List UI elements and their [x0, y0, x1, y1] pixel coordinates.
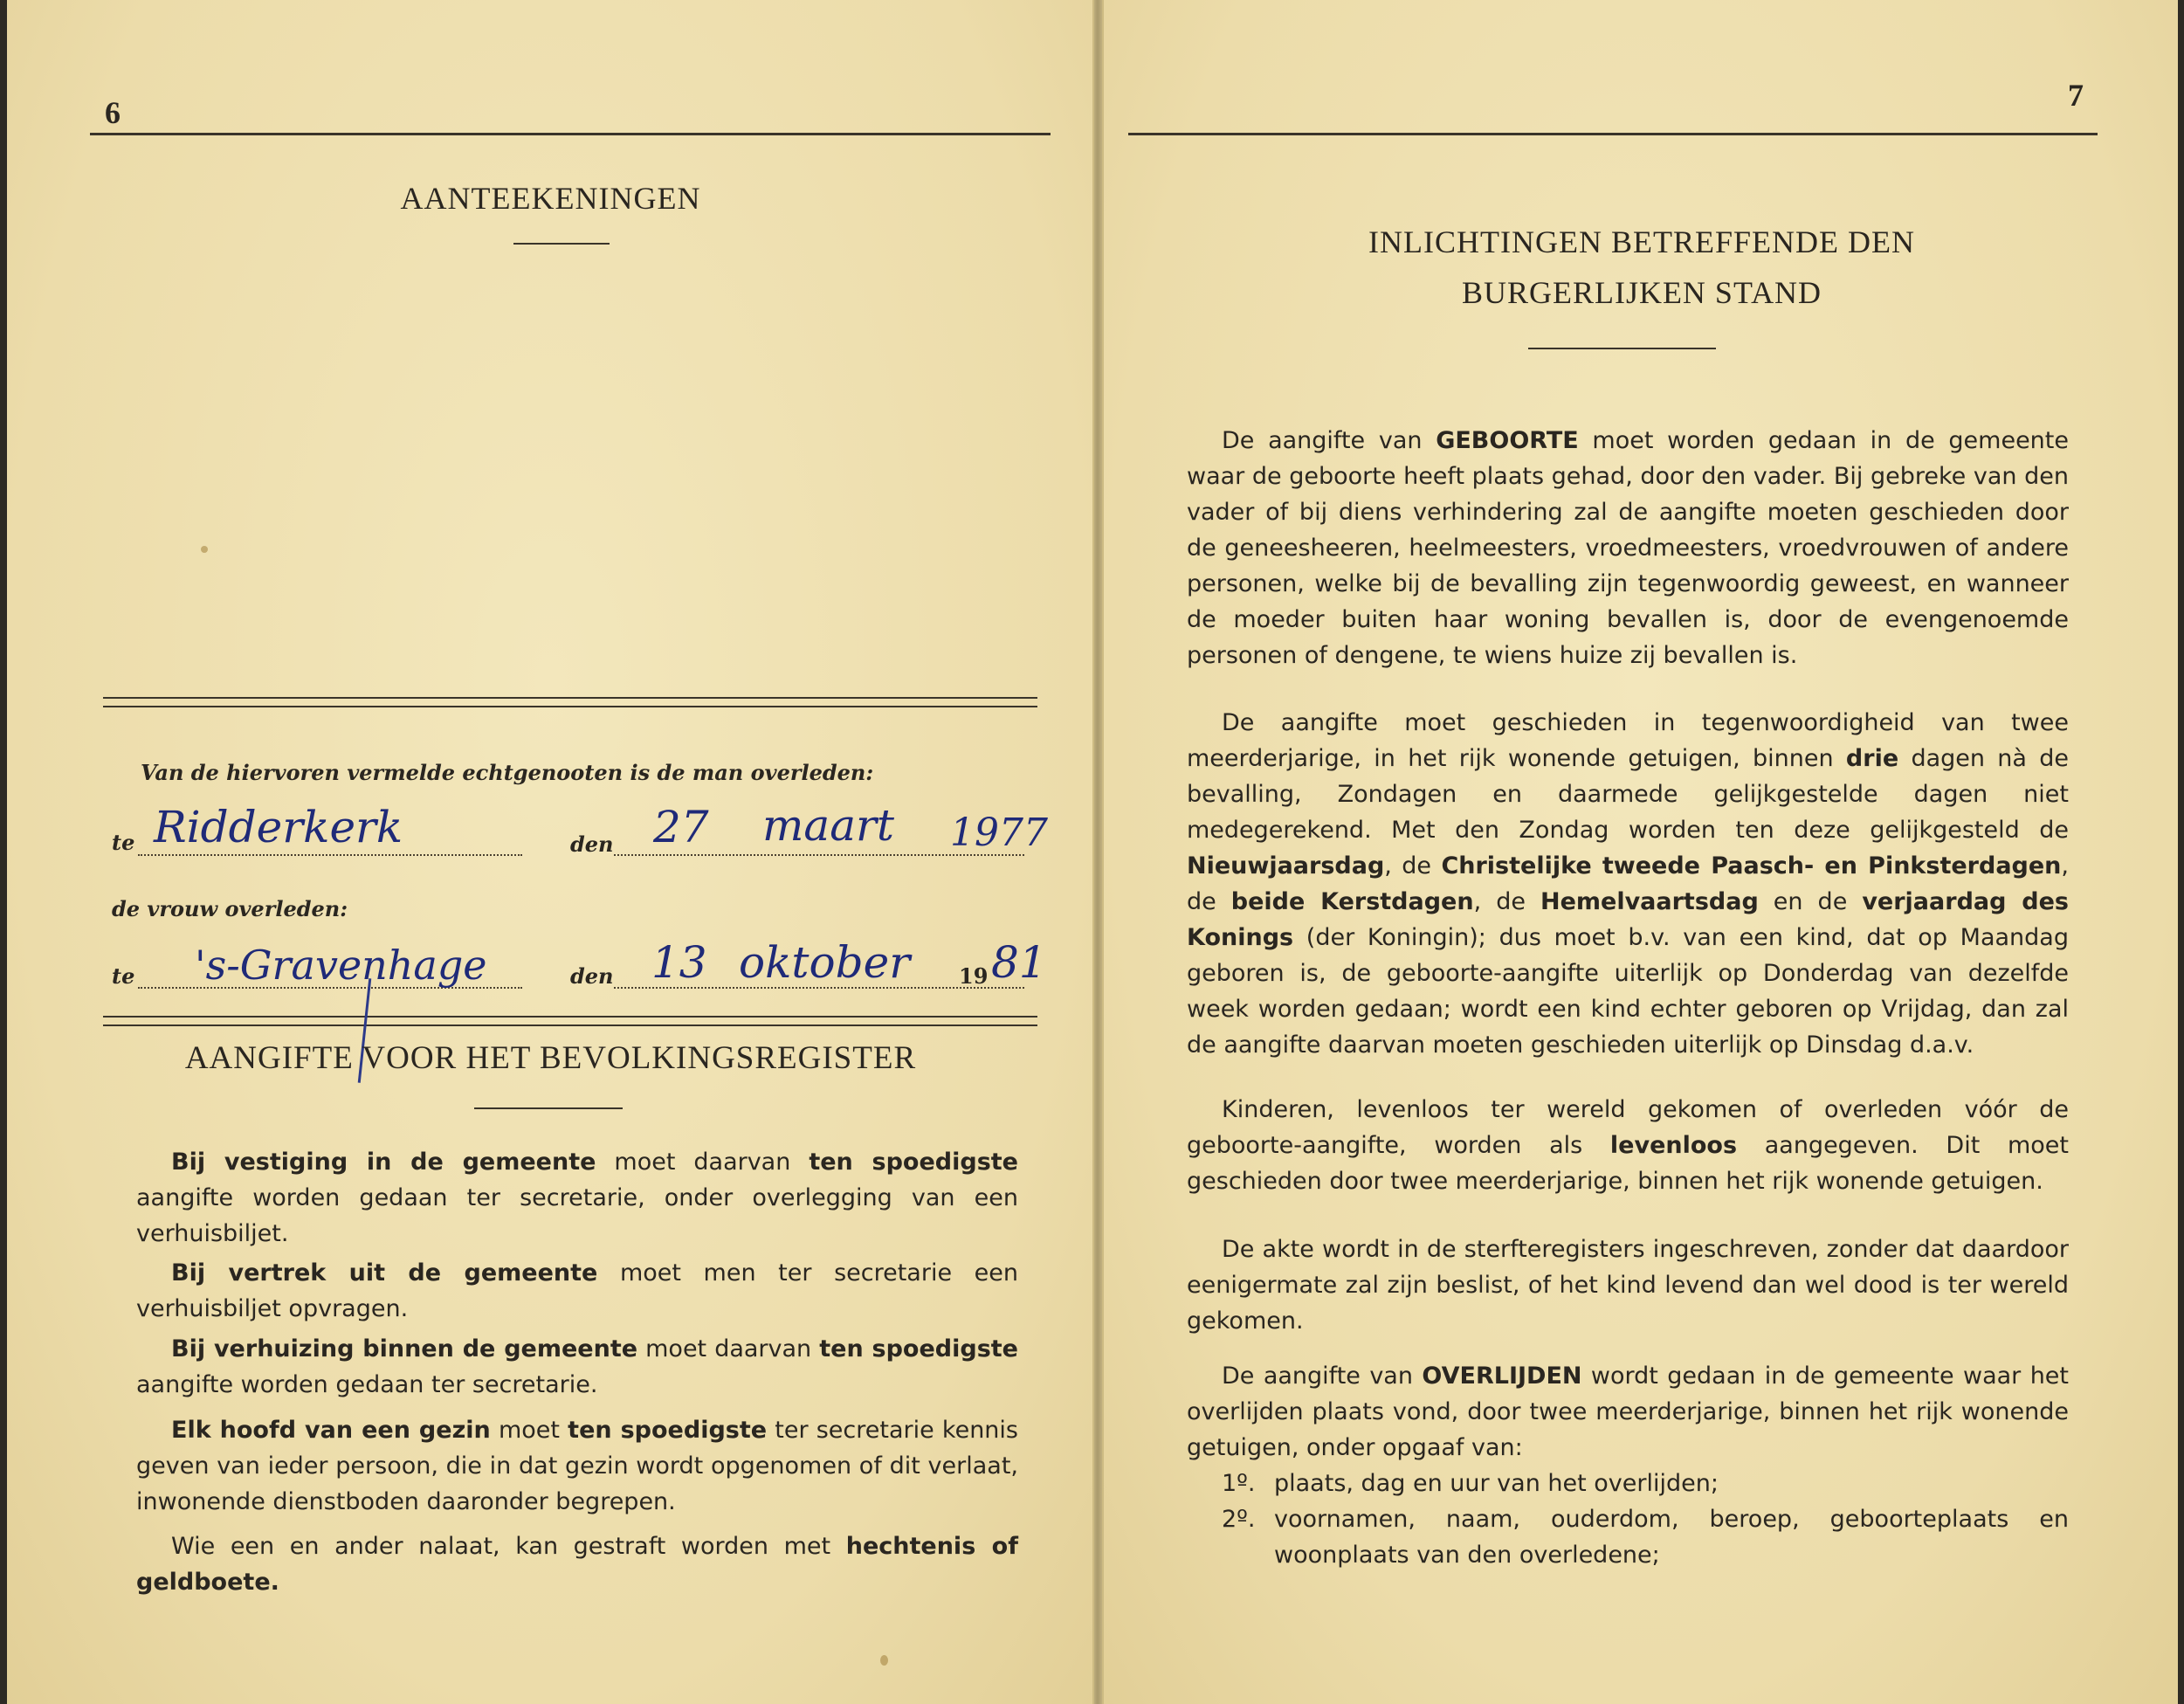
woman-label: de vrouw overleden:	[112, 896, 348, 921]
p2-mid: moet men ter secretarie een verhuisbiljet opvragen.	[136, 1259, 1018, 1322]
list-item-1: plaats, dag en uur van het overlijden;	[1274, 1470, 1719, 1497]
wit-nieuwjaarsdag: Nieuwjaarsdag	[1187, 852, 1385, 880]
p4-bold2: ten spoedigste	[568, 1417, 768, 1444]
p2-bold: Bij vertrek uit de gemeente	[171, 1259, 598, 1287]
stillborn-keyword: levenloos	[1609, 1132, 1738, 1159]
header-rule-left	[90, 133, 1051, 135]
man-place-line	[138, 854, 522, 856]
list-item-2: voornamen, naam, ouderdom, beroep, geboorteplaats en woonplaats van den overledene;	[1274, 1506, 2069, 1569]
register-heading-rule	[474, 1107, 623, 1109]
p1-mid: moet daarvan	[596, 1149, 810, 1176]
section-double-rule	[103, 697, 1037, 707]
wit-i: , de	[1473, 888, 1540, 915]
header-rule-right	[1128, 133, 2098, 135]
birth-text-c: moet worden gedaan in de gemeente waar de geboorte heeft plaats gehad, door den vader. Bij gebreke van den vader of bij diens verhindering zal de aangifte moeten geschieden door de geneesheeren, heelmeesters, vroedmeesters, vroedvrouwen of andere personen, welke bij de bevalling zijn tegenwoordig geweest, en wanneer de moeder buiten haar woning bevallen is, door de evengenoemde personen of dengene, te wiens huize zij bevallen is.	[1187, 427, 2069, 669]
stillborn-paragraph	[1187, 1092, 2069, 1199]
death-keyword: OVERLIJDEN	[1422, 1363, 1582, 1390]
man-den-label: den	[570, 831, 614, 857]
p3-bold: Bij verhuizing binnen de gemeente	[171, 1335, 638, 1363]
p5-bold2: hechtenis of geldboete.	[136, 1533, 1018, 1596]
death-c: wordt gedaan in de gemeente waar het overlijden plaats vond, door twee meerderjarige, binnen het rijk wonende getuigen, onder opgaaf van:	[1187, 1363, 2070, 1461]
register-paragraph-3	[136, 1331, 1018, 1403]
paper-spot	[201, 546, 208, 553]
p4-bold: Elk hoofd van een gezin	[171, 1417, 491, 1444]
p3-mid: moet daarvan	[637, 1335, 820, 1363]
list-item-2-number: 2º.	[1222, 1506, 1256, 1533]
man-place-handwritten: Ridderkerk	[154, 802, 403, 852]
wit-kerstdagen: beide Kerstdagen	[1230, 888, 1474, 915]
list-item-1-number: 1º.	[1222, 1470, 1256, 1497]
register-paragraph-4	[136, 1412, 1018, 1520]
woman-year-handwritten: 81	[991, 937, 1047, 988]
death-intro-text: Van de hiervoren vermelde echtgenooten is de man overleden:	[141, 760, 874, 785]
notes-heading: AANTEEKENINGEN	[400, 181, 701, 216]
woman-den-label: den	[570, 963, 614, 989]
woman-te-label: te	[112, 963, 135, 989]
wit-g: , de	[1187, 852, 2069, 915]
civil-status-heading-line-2: BURGERLIJKEN STAND	[1461, 275, 1822, 310]
death-a: De aangifte van	[1222, 1363, 1423, 1390]
register-double-rule	[103, 1016, 1037, 1026]
paper-spot	[880, 1655, 888, 1666]
woman-month-handwritten: oktober	[739, 937, 911, 988]
p1-rest: aangifte worden gedaan ter secretarie, onder overlegging van een verhuisbiljet.	[136, 1184, 1018, 1247]
page-left	[7, 0, 1094, 1704]
page-right	[1102, 0, 2178, 1704]
witnesses-paragraph	[1187, 705, 2069, 1063]
register-paragraph-1	[136, 1144, 1018, 1252]
woman-year-prefix: 19	[959, 963, 989, 989]
notes-heading-rule	[513, 243, 610, 245]
wit-m: (der Koningin); dus moet b.v. van een kind, dat op Maandag geboren is, de geboorte-aangifte uiterlijk op Donderdag van dezelfde week worden gedaan; wordt een kind echter geboren op Vrijdag, dan zal de aangifte daarvan moeten geschieden uiterlijk op Dinsdag d.a.v.	[1187, 924, 2069, 1059]
wit-k: en de	[1758, 888, 1863, 915]
wit-hemelvaartsdag: Hemelvaartsdag	[1540, 888, 1759, 915]
wit-verjaardag: verjaardag des Konings	[1187, 888, 2069, 951]
birth-keyword: GEBOORTE	[1436, 427, 1579, 454]
p3-rest: aangifte worden gedaan ter secretarie.	[136, 1371, 598, 1398]
page-number-right: 7	[2068, 78, 2084, 113]
p3-bold2: ten spoedigste	[819, 1335, 1018, 1363]
man-te-label: te	[112, 830, 135, 855]
wit-drie: drie	[1845, 745, 1899, 772]
register-heading: AANGIFTE VOOR HET BEVOLKINGSREGISTER	[184, 1040, 917, 1076]
register-paragraph-5	[136, 1528, 1018, 1600]
deed-paragraph: De akte wordt in de sterfteregisters ingeschreven, zonder dat daardoor eenigermate zal zijn beslist, of het kind levend dan wel dood is ter wereld gekomen.	[1187, 1236, 2069, 1335]
p1-bold: Bij vestiging in de gemeente	[171, 1149, 596, 1176]
death-paragraph	[1187, 1358, 2069, 1466]
man-year-handwritten: 1977	[950, 811, 1048, 855]
wit-e: , de	[1384, 852, 1442, 880]
wit-c: dagen nà de bevalling, Zondagen en daarmede gelijkgestelde dagen niet medegerekend. Met den Zondag worden ten deze gelijkgesteld de	[1187, 745, 2069, 844]
stillborn-c: aangegeven. Dit moet geschieden door twee meerderjarige, binnen het rijk wonende getuigen.	[1187, 1132, 2069, 1195]
stillborn-a: Kinderen, levenloos ter wereld gekomen of overleden vóór de geboorte-aangifte, worden als	[1187, 1096, 2069, 1159]
page-number-left: 6	[105, 95, 121, 130]
birth-text-a: De aangifte van	[1222, 427, 1436, 454]
register-paragraph-2	[136, 1255, 1018, 1327]
woman-day-handwritten: 13	[651, 937, 707, 988]
p4-mid: moet	[490, 1417, 568, 1444]
p5-mid: Wie een en ander nalaat, kan gestraft worden met	[171, 1533, 846, 1560]
woman-place-handwritten: 's-Gravenhage	[195, 942, 487, 989]
wit-a: De aangifte moet geschieden in tegenwoordigheid van twee meerderjarige, in het rijk wonende getuigen, binnen	[1187, 709, 2069, 772]
p1-bold2: ten spoedigste	[809, 1149, 1018, 1176]
birth-paragraph	[1187, 423, 2069, 673]
p4-rest: ter secretarie kennis geven van ieder persoon, die in dat gezin wordt opgenomen of dit verlaat, inwonende dienstboden daaronder begrepen.	[136, 1417, 1018, 1515]
wit-paasch-pinkster: Christelijke tweede Paasch- en Pinksterdagen	[1441, 852, 2062, 880]
civil-status-heading-line-1: INLICHTINGEN BETREFFENDE DEN	[1368, 224, 1915, 259]
man-month-handwritten: maart	[762, 800, 895, 851]
man-day-handwritten: 27	[653, 802, 709, 852]
civil-status-heading-rule	[1528, 348, 1716, 349]
